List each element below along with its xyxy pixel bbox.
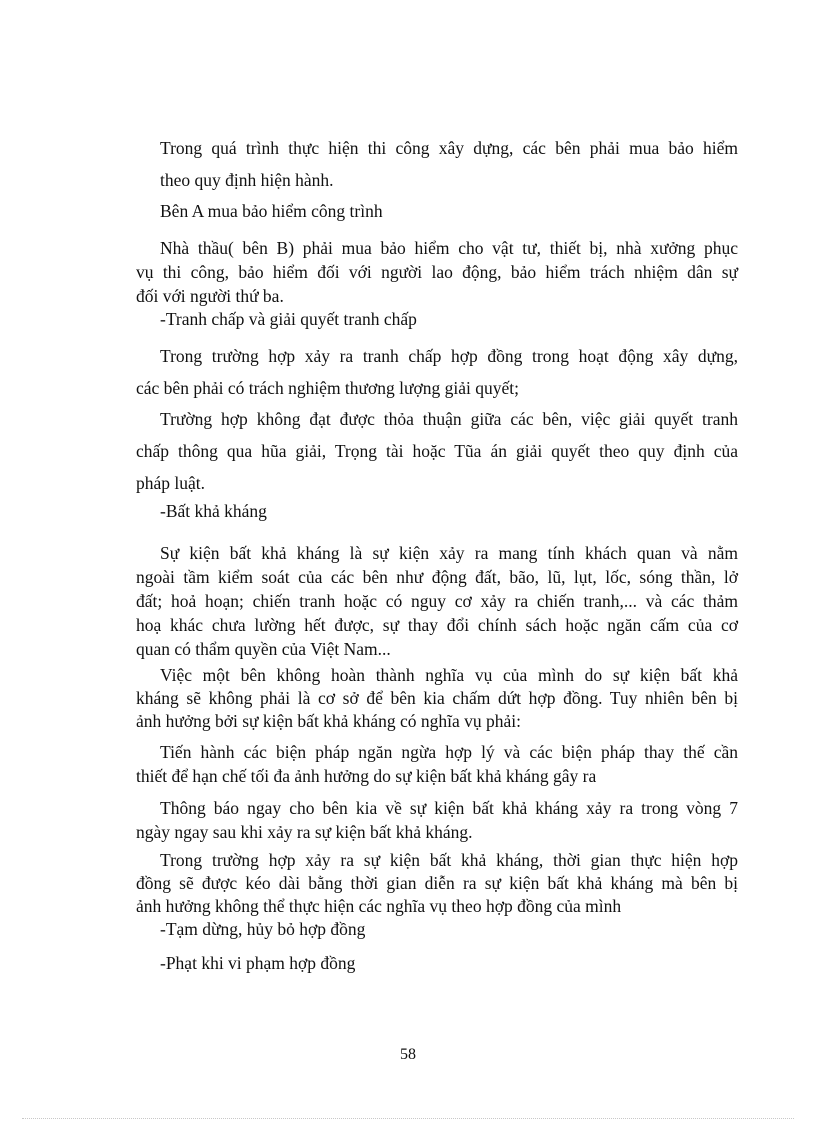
text-line: chấp thông qua hũa giải, Trọng tài hoặc Tũa án giải quyết theo quy định của (136, 441, 738, 461)
paragraph-insurance-intro (136, 132, 738, 196)
text-line: Trường hợp không đạt được thỏa thuận giữa các bên, việc giải quyết tranh (160, 409, 738, 429)
text-line: -Phạt khi vi phạm hợp đồng (160, 953, 356, 973)
text-line: pháp luật. (136, 473, 206, 493)
text-line: ảnh hưởng không thể thực hiện các nghĩa vụ theo hợp đồng của mình (136, 896, 622, 916)
text-line: Việc một bên không hoàn thành nghĩa vụ của mình do sự kiện bất khả (160, 665, 738, 685)
text-line: hoạ khác chưa lường hết được, sự thay đổi chính sách hoặc ngăn cấm của cơ (136, 615, 738, 635)
text-line: theo quy định hiện hành. (160, 170, 334, 190)
text-line: Sự kiện bất khả kháng là sự kiện xảy ra mang tính khách quan và nằm (160, 543, 738, 563)
paragraph-force-majeure-definition (136, 541, 738, 661)
text-line: Trong trường hợp xảy ra tranh chấp hợp đồng trong hoạt động xây dựng, (160, 346, 738, 366)
text-line: Nhà thầu( bên B) phải mua bảo hiểm cho vật tư, thiết bị, nhà xưởng phục (160, 238, 738, 258)
text-line: ngoài tầm kiểm soát của các bên như động đất, bão, lũ, lụt, lốc, sóng thần, lở (136, 567, 738, 587)
heading-penalty (136, 952, 738, 974)
paragraph-contractor-insurance (136, 236, 738, 308)
text-line: đồng sẽ được kéo dài bằng thời gian diễn ra sự kiện bất khả kháng mà bên bị (136, 873, 738, 893)
text-line: Tiến hành các biện pháp ngăn ngừa hợp lý và các biện pháp thay thế cần (160, 742, 738, 762)
paragraph-dispute-resolution (136, 403, 738, 499)
text-line: ngày ngay sau khi xảy ra sự kiện bất khả kháng. (136, 822, 473, 842)
text-line: đất; hoả hoạn; chiến tranh hoặc có nguy cơ xảy ra chiến tranh,... và các thảm (136, 591, 738, 611)
text-line: -Tạm dừng, hủy bỏ hợp đồng (160, 919, 366, 939)
paragraph-time-extension (136, 849, 738, 918)
text-line: quan có thẩm quyền của Việt Nam... (136, 639, 391, 659)
paragraph-party-a-insurance (136, 200, 738, 222)
paragraph-dispute-negotiation (136, 340, 738, 404)
text-line: Thông báo ngay cho bên kia về sự kiện bất khả kháng xảy ra trong vòng 7 (160, 798, 738, 818)
text-line: kháng sẽ không phải là cơ sở để bên kia chấm dứt hợp đồng. Tuy nhiên bên bị (136, 688, 738, 708)
text-line: đối với người thứ ba. (136, 286, 284, 306)
paragraph-force-majeure-obligation (136, 664, 738, 733)
text-line: vụ thi công, bảo hiểm đối với người lao động, bảo hiểm trách nhiệm dân sự (136, 262, 738, 282)
page-number: 58 (400, 1046, 416, 1063)
heading-force-majeure (136, 500, 738, 522)
text-line: Bên A mua bảo hiểm công trình (160, 201, 383, 221)
text-line: ảnh hưởng bởi sự kiện bất khả kháng có nghĩa vụ phải: (136, 711, 521, 731)
paragraph-preventive-measures (136, 740, 738, 788)
page-bottom-divider (22, 1118, 794, 1119)
text-line: thiết để hạn chế tối đa ảnh hưởng do sự kiện bất khả kháng gây ra (136, 766, 597, 786)
text-line: -Tranh chấp và giải quyết tranh chấp (160, 309, 417, 329)
text-line: -Bất khả kháng (160, 501, 267, 521)
text-line: Trong quá trình thực hiện thi công xây dựng, các bên phải mua bảo hiểm (160, 138, 738, 158)
heading-suspension (136, 918, 738, 940)
text-line: Trong trường hợp xảy ra sự kiện bất khả kháng, thời gian thực hiện hợp (160, 850, 738, 870)
text-line: các bên phải có trách nghiệm thương lượng giải quyết; (136, 378, 519, 398)
paragraph-notification (136, 796, 738, 844)
heading-dispute (136, 308, 738, 330)
